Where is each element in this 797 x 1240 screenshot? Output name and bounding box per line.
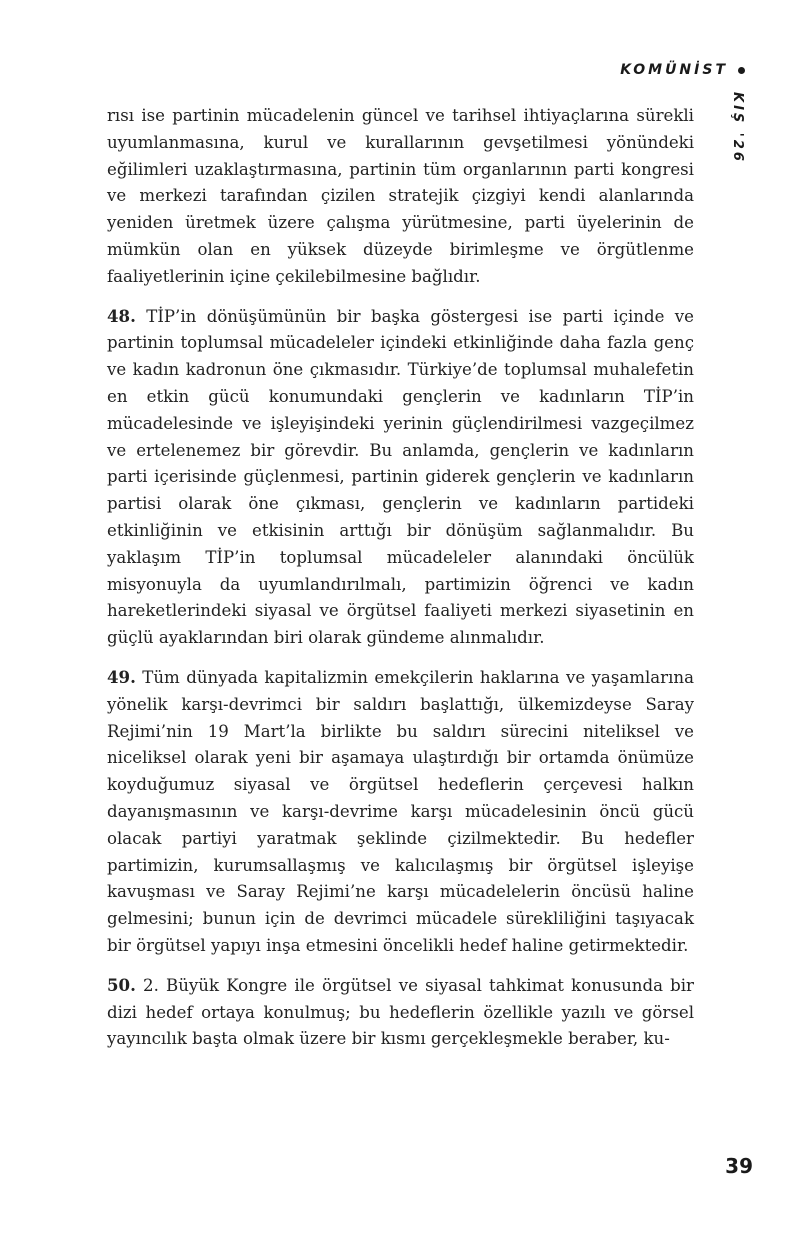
paragraph-text: Tüm dünyada kapitalizmin emekçilerin haklarına ve yaşamlarına yönelik karşı-devrimci bir saldırı başlattığı, ülkemizdeyse Saray Rejimi’nin 19 Mart’la birlikte bu saldırı sürecini niteliksel ve niceliksel olarak yeni bir aşamaya ulaştırdığı bir ortamda önümüze koyduğumuz siyasal ve örgütsel hedeflerin çerçevesi halkın dayanışmasının ve karşı-devrime karşı mücadelesinin öncü gücü olacak partiyi yaratmak şeklinde çizilmektedir. Bu hedefler partimizin, kurumsallaşmış ve kalıcılaşmış bir örgütsel işleyişe kavuşması ve Saray Rejimi’ne karşı mücadelelerin öncüsü haline gelmesini; bunun için de devrimci mücadele sürekliliğini taşıyacak bir örgütsel yapıyı inşa etmesini öncelikli hedef haline getirmektedir. [107,667,694,955]
bullet-dot-icon [738,67,745,74]
paragraph-continued [107,103,694,291]
paragraph-49 [107,664,694,960]
paragraph-text: rısı ise partinin mücadelenin güncel ve tarihsel ihtiyaçlarına sürekli uyumlanmasına, kurul ve kurallarının gevşetilmesi yönündeki eğilimleri uzaklaştırmasına, partinin tüm organlarının parti kongresi ve merkezi tarafından çizilen stratejik çizgiyi kendi alanlarında yeniden üretmek üzere çalışma yürütmesine, parti üyelerinin de mümkün olan en yüksek düzeyde birimleşme ve örgütlenme faaliyetlerinin içine çekilebilmesine bağlıdır. [107,106,694,286]
paragraph-48 [107,303,694,652]
paragraph-50 [107,972,694,1053]
issue-label: KIŞ '26 [730,92,745,164]
paragraph-number: 48. [107,305,136,326]
paragraph-number: 50. [107,974,136,995]
paragraph-text: TİP’in dönüşümünün bir başka göstergesi ise parti içinde ve partinin toplumsal mücadeleler içindeki etkinliğinde daha fazla genç ve kadın kadronun öne çıkmasıdır. Türkiye’de toplumsal muhalefetin en etkin gücü konumundaki gençlerin ve kadınların TİP’in mücadelesinde ve işleyişindeki yerinin güçlendirilmesi vazgeçilmez ve ertelenemez bir görevdir. Bu anlamda, gençlerin ve kadınların parti içerisinde güçlenmesi, partinin giderek gençlerin ve kadınların partisi olarak öne çıkması, gençlerin ve kadınların partideki etkinliğinin ve etkisinin arttığı bir dönüşüm sağlanmalıdır. Bu yaklaşım TİP’in toplumsal mücadeleler alanındaki öncülük misyonuyla da uyumlandırılmalı, partimizin öğrenci ve kadın hareketlerindeki siyasal ve örgütsel faaliyeti merkezi siyasetinin en güçlü ayaklarından biri olarak gündeme alınmalıdır. [107,306,694,648]
running-head [620,62,745,78]
paragraph-text: 2. Büyük Kongre ile örgütsel ve siyasal tahkimat konusunda bir dizi hedef ortaya konulmuş; bu hedeflerin özellikle yazılı ve görsel yayıncılık başta olmak üzere bir kısmı gerçekleşmekle beraber, ku- [107,975,694,1049]
body-text [107,103,694,1065]
paragraph-number: 49. [107,666,136,687]
page-number: 39 [725,1154,753,1178]
magazine-name: KOMÜNİST [620,62,728,78]
